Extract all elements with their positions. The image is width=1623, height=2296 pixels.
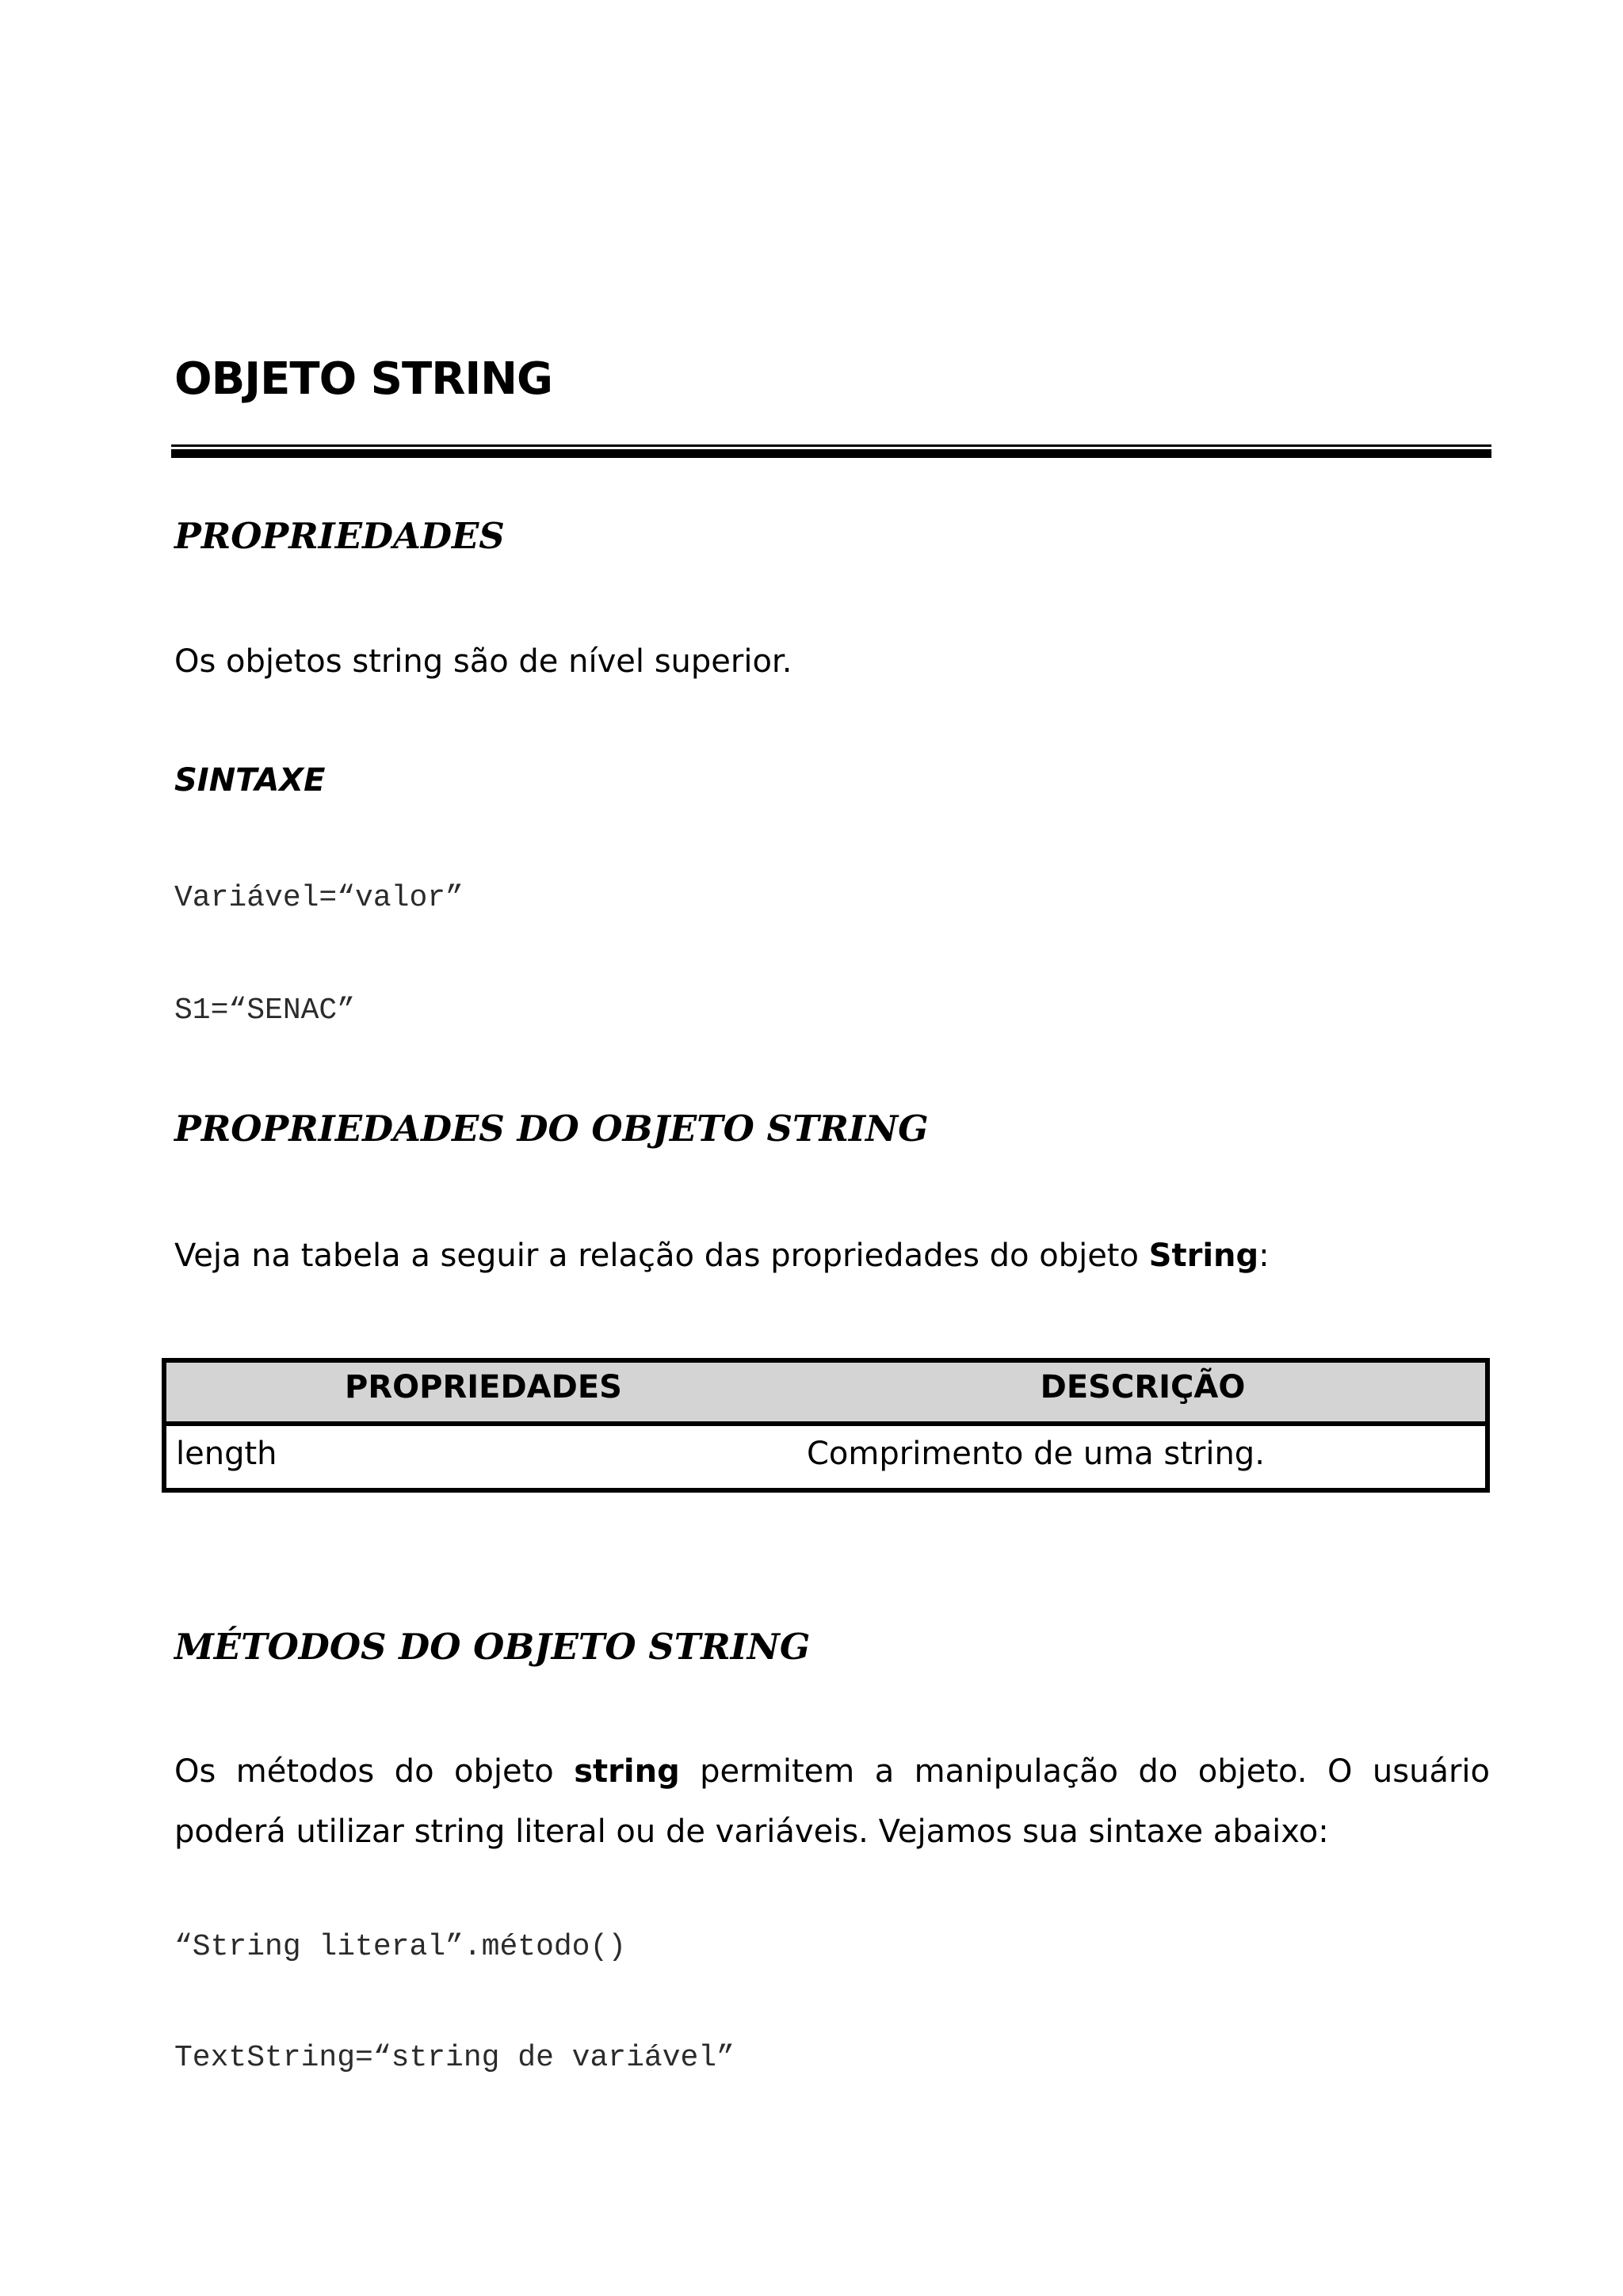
table-header-propriedades: PROPRIEDADES <box>345 1369 622 1405</box>
table-cell-property: length <box>176 1436 277 1472</box>
para-before: Os métodos do objeto <box>174 1753 575 1790</box>
para-bold: string <box>574 1753 680 1790</box>
code-line-metodos-2: TextString=“string de variável” <box>174 2041 735 2075</box>
sub-heading-sintaxe: SINTAXE <box>174 762 326 799</box>
text-before: Veja na tabela a seguir a relação das propriedades do objeto <box>174 1238 1149 1274</box>
title-divider-thick <box>171 449 1491 458</box>
propriedades-objeto-text <box>174 1238 1270 1274</box>
para-after: permitem a manipulação do objeto. O usuário poderá utilizar string literal ou de variáveis. Vejamos sua sintaxe abaixo: <box>174 1753 1490 1850</box>
section-heading-propriedades: PROPRIEDADES <box>174 515 505 557</box>
table-header-row <box>166 1363 1485 1426</box>
table-header-descricao: DESCRIÇÃO <box>1040 1369 1246 1405</box>
page-title: OBJETO STRING <box>174 353 552 405</box>
properties-table <box>162 1358 1490 1493</box>
table-cell-description: Comprimento de uma string. <box>807 1436 1265 1472</box>
text-after: : <box>1258 1238 1270 1274</box>
title-divider-thin <box>171 444 1491 447</box>
section-heading-propriedades-objeto: PROPRIEDADES DO OBJETO STRING <box>174 1108 929 1150</box>
metodos-paragraph <box>174 1741 1490 1862</box>
section-heading-metodos: MÉTODOS DO OBJETO STRING <box>174 1626 811 1668</box>
code-line-sintaxe-1: Variável=“valor” <box>174 881 464 915</box>
code-line-sintaxe-2: S1=“SENAC” <box>174 994 356 1028</box>
text-bold: String <box>1148 1238 1259 1274</box>
propriedades-text: Os objetos string são de nível superior. <box>174 643 792 680</box>
code-line-metodos-1: “String literal”.método() <box>174 1930 627 1964</box>
